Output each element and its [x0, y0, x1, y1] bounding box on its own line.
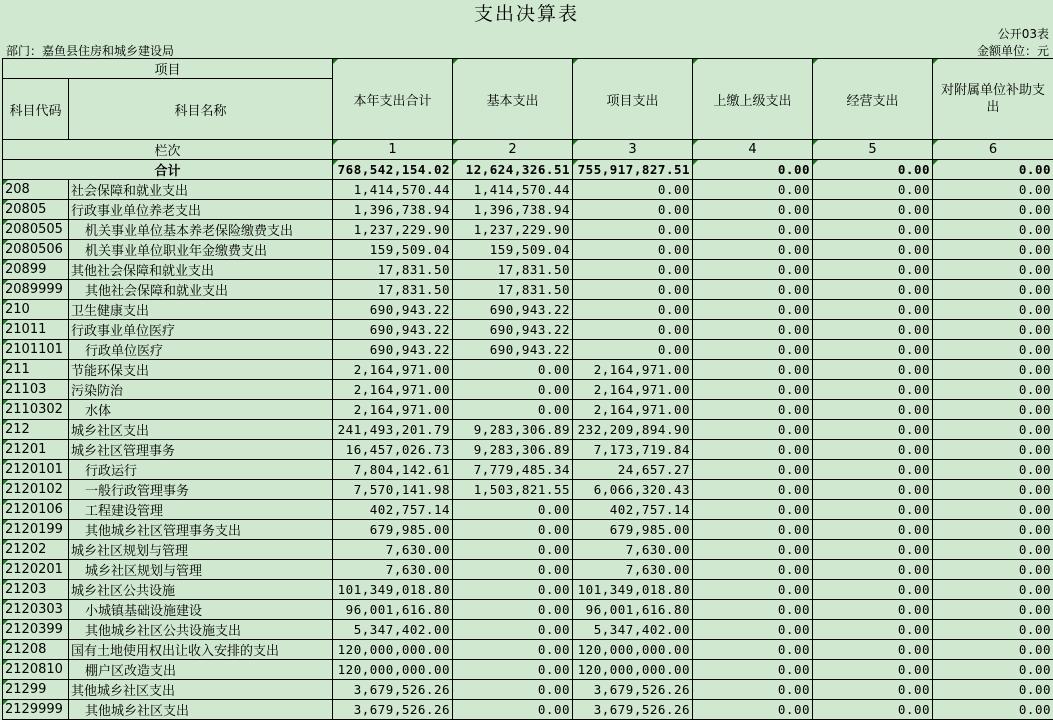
amount-cell[interactable]: 2,164,971.00 — [573, 380, 693, 400]
amount-cell[interactable]: 0.00 — [573, 220, 693, 240]
subject-code-cell[interactable]: 210 — [3, 300, 69, 320]
amount-cell[interactable]: 0.00 — [933, 700, 1053, 720]
table-row — [3, 240, 1053, 260]
amount-cell[interactable]: 0.00 — [573, 300, 693, 320]
amount-cell[interactable]: 0.00 — [573, 240, 693, 260]
amount-cell[interactable]: 0.00 — [693, 700, 813, 720]
amount-cell[interactable]: 0.00 — [813, 520, 933, 540]
total-cell[interactable]: 0.00 — [693, 160, 813, 180]
amount-cell[interactable]: 96,001,616.80 — [573, 600, 693, 620]
subject-name-cell[interactable]: 国有土地使用权出让收入安排的支出 — [69, 640, 333, 660]
amount-cell[interactable]: 0.00 — [573, 280, 693, 300]
total-cell[interactable]: 0.00 — [933, 160, 1053, 180]
table-row — [3, 480, 1053, 500]
amount-cell[interactable]: 0.00 — [813, 480, 933, 500]
table-row — [3, 320, 1053, 340]
subject-code-cell[interactable]: 20899 — [3, 260, 69, 280]
total-cell[interactable]: 12,624,326.51 — [453, 160, 573, 180]
amount-cell[interactable]: 0.00 — [933, 380, 1053, 400]
table-row — [3, 560, 1053, 580]
amount-cell[interactable]: 0.00 — [933, 360, 1053, 380]
subject-name-cell[interactable]: 其他城乡社区管理事务支出 — [69, 520, 333, 540]
total-label[interactable]: 合计 — [3, 160, 333, 180]
total-cell[interactable]: 755,917,827.51 — [573, 160, 693, 180]
amount-cell[interactable]: 1,414,570.44 — [333, 180, 453, 200]
amount-cell[interactable]: 3,679,526.26 — [333, 680, 453, 700]
table-row — [3, 200, 1053, 220]
amount-cell[interactable]: 0.00 — [813, 400, 933, 420]
table-row — [3, 540, 1053, 560]
amount-cell[interactable]: 0.00 — [933, 560, 1053, 580]
index-num[interactable]: 5 — [813, 140, 933, 160]
amount-cell[interactable]: 0.00 — [933, 500, 1053, 520]
subject-name-cell[interactable]: 其他城乡社区公共设施支出 — [69, 620, 333, 640]
subject-name-cell[interactable]: 机关事业单位职业年金缴费支出 — [69, 240, 333, 260]
table-row — [3, 580, 1053, 600]
amount-cell[interactable]: 0.00 — [693, 620, 813, 640]
amount-cell[interactable]: 0.00 — [933, 660, 1053, 680]
header-name[interactable]: 科目名称 — [69, 79, 333, 140]
amount-cell[interactable]: 0.00 — [693, 460, 813, 480]
amount-cell[interactable]: 0.00 — [693, 360, 813, 380]
amount-cell[interactable]: 7,173,719.84 — [573, 440, 693, 460]
amount-cell[interactable]: 2,164,971.00 — [573, 400, 693, 420]
amount-cell[interactable]: 0.00 — [933, 240, 1053, 260]
table-row — [3, 660, 1053, 680]
amount-cell[interactable]: 0.00 — [813, 220, 933, 240]
amount-cell[interactable]: 9,283,306.89 — [453, 420, 573, 440]
amount-cell[interactable]: 690,943.22 — [333, 340, 453, 360]
amount-cell[interactable]: 0.00 — [933, 200, 1053, 220]
amount-cell[interactable]: 120,000,000.00 — [573, 660, 693, 680]
subject-code-cell[interactable]: 21203 — [3, 580, 69, 600]
subject-code-cell[interactable]: 208 — [3, 180, 69, 200]
amount-cell[interactable]: 0.00 — [813, 600, 933, 620]
amount-cell[interactable]: 0.00 — [813, 700, 933, 720]
subject-code-cell[interactable]: 2089999 — [3, 280, 69, 300]
table-row — [3, 180, 1053, 200]
amount-cell[interactable]: 679,985.00 — [333, 520, 453, 540]
amount-cell[interactable]: 0.00 — [693, 680, 813, 700]
table-row — [3, 640, 1053, 660]
amount-cell[interactable]: 0.00 — [813, 320, 933, 340]
expenditure-table — [2, 58, 1053, 720]
subject-name-cell[interactable]: 节能环保支出 — [69, 360, 333, 380]
index-row — [3, 140, 1053, 160]
amount-cell[interactable]: 402,757.14 — [333, 500, 453, 520]
amount-cell[interactable]: 0.00 — [693, 500, 813, 520]
subject-name-cell[interactable]: 城乡社区支出 — [69, 420, 333, 440]
amount-cell[interactable]: 2,164,971.00 — [573, 360, 693, 380]
amount-cell[interactable]: 0.00 — [693, 580, 813, 600]
subject-code-cell[interactable]: 21201 — [3, 440, 69, 460]
subject-name-cell[interactable]: 其他城乡社区支出 — [69, 680, 333, 700]
subject-code-cell[interactable]: 2120201 — [3, 560, 69, 580]
header-item[interactable]: 项目 — [3, 59, 333, 79]
amount-cell[interactable]: 0.00 — [933, 340, 1053, 360]
index-num[interactable]: 4 — [693, 140, 813, 160]
amount-cell[interactable]: 0.00 — [573, 260, 693, 280]
amount-cell[interactable]: 0.00 — [813, 180, 933, 200]
subject-name-cell[interactable]: 其他社会保障和就业支出 — [69, 280, 333, 300]
amount-cell[interactable]: 0.00 — [453, 540, 573, 560]
amount-cell[interactable]: 0.00 — [813, 280, 933, 300]
amount-cell[interactable]: 24,657.27 — [573, 460, 693, 480]
table-row — [3, 420, 1053, 440]
amount-cell[interactable]: 0.00 — [933, 260, 1053, 280]
amount-cell[interactable]: 0.00 — [693, 200, 813, 220]
amount-cell[interactable]: 0.00 — [453, 680, 573, 700]
amount-cell[interactable]: 0.00 — [933, 680, 1053, 700]
amount-cell[interactable]: 0.00 — [933, 460, 1053, 480]
amount-cell[interactable]: 0.00 — [693, 320, 813, 340]
amount-cell[interactable]: 120,000,000.00 — [333, 660, 453, 680]
amount-cell[interactable]: 0.00 — [933, 220, 1053, 240]
amount-cell[interactable]: 7,630.00 — [573, 560, 693, 580]
amount-cell[interactable]: 17,831.50 — [453, 280, 573, 300]
header-total-expenditure[interactable]: 本年支出合计 — [333, 59, 453, 140]
amount-cell[interactable]: 7,630.00 — [333, 540, 453, 560]
amount-cell[interactable]: 0.00 — [693, 280, 813, 300]
subject-name-cell[interactable]: 行政事业单位医疗 — [69, 320, 333, 340]
department-label: 部门：嘉鱼县住房和城乡建设局 — [6, 42, 174, 59]
subject-code-cell[interactable]: 21103 — [3, 380, 69, 400]
subject-name-cell[interactable]: 小城镇基础设施建设 — [69, 600, 333, 620]
amount-cell[interactable]: 0.00 — [813, 660, 933, 680]
subject-code-cell[interactable]: 211 — [3, 360, 69, 380]
amount-cell[interactable]: 0.00 — [813, 360, 933, 380]
subject-name-cell[interactable]: 水体 — [69, 400, 333, 420]
amount-cell[interactable]: 0.00 — [453, 580, 573, 600]
table-row — [3, 360, 1053, 380]
table-row — [3, 380, 1053, 400]
amount-cell[interactable]: 0.00 — [933, 540, 1053, 560]
amount-cell[interactable]: 0.00 — [933, 620, 1053, 640]
amount-cell[interactable]: 0.00 — [693, 240, 813, 260]
amount-cell[interactable]: 17,831.50 — [453, 260, 573, 280]
amount-cell[interactable]: 0.00 — [813, 300, 933, 320]
amount-cell[interactable]: 0.00 — [813, 200, 933, 220]
page-title: 支出决算表 — [0, 0, 1053, 28]
index-num[interactable]: 6 — [933, 140, 1053, 160]
amount-cell[interactable]: 0.00 — [453, 520, 573, 540]
subject-code-cell[interactable]: 21011 — [3, 320, 69, 340]
amount-cell[interactable]: 6,066,320.43 — [573, 480, 693, 500]
amount-cell[interactable]: 0.00 — [813, 380, 933, 400]
amount-cell[interactable]: 0.00 — [693, 380, 813, 400]
amount-cell[interactable]: 0.00 — [813, 540, 933, 560]
amount-cell[interactable]: 0.00 — [813, 560, 933, 580]
amount-cell[interactable]: 17,831.50 — [333, 280, 453, 300]
subject-code-cell[interactable]: 2129999 — [3, 700, 69, 720]
subject-name-cell[interactable]: 行政事业单位养老支出 — [69, 200, 333, 220]
amount-cell[interactable]: 7,804,142.61 — [333, 460, 453, 480]
amount-cell[interactable]: 1,414,570.44 — [453, 180, 573, 200]
amount-cell[interactable]: 0.00 — [453, 700, 573, 720]
amount-cell[interactable]: 0.00 — [693, 400, 813, 420]
amount-cell[interactable]: 0.00 — [573, 180, 693, 200]
subject-name-cell[interactable]: 行政单位医疗 — [69, 340, 333, 360]
subject-code-cell[interactable]: 2110302 — [3, 400, 69, 420]
unit-label: 金额单位：元 — [977, 42, 1049, 59]
subject-code-cell[interactable]: 2080505 — [3, 220, 69, 240]
amount-cell[interactable]: 0.00 — [453, 380, 573, 400]
amount-cell[interactable]: 0.00 — [573, 340, 693, 360]
subject-code-cell[interactable]: 2080506 — [3, 240, 69, 260]
table-row — [3, 600, 1053, 620]
amount-cell[interactable]: 0.00 — [693, 340, 813, 360]
amount-cell[interactable]: 0.00 — [933, 420, 1053, 440]
subject-code-cell[interactable]: 20805 — [3, 200, 69, 220]
amount-cell[interactable]: 9,283,306.89 — [453, 440, 573, 460]
amount-cell[interactable]: 1,396,738.94 — [453, 200, 573, 220]
amount-cell[interactable]: 0.00 — [933, 180, 1053, 200]
amount-cell[interactable]: 3,679,526.26 — [333, 700, 453, 720]
table-row — [3, 520, 1053, 540]
table-row — [3, 300, 1053, 320]
subject-code-cell[interactable]: 21208 — [3, 640, 69, 660]
subject-name-cell[interactable]: 城乡社区公共设施 — [69, 580, 333, 600]
table-row — [3, 260, 1053, 280]
amount-cell[interactable]: 0.00 — [933, 600, 1053, 620]
amount-cell[interactable]: 1,396,738.94 — [333, 200, 453, 220]
amount-cell[interactable]: 0.00 — [573, 200, 693, 220]
amount-cell[interactable]: 0.00 — [813, 440, 933, 460]
table-row — [3, 460, 1053, 480]
amount-cell[interactable]: 5,347,402.00 — [573, 620, 693, 640]
table-row — [3, 500, 1053, 520]
subject-code-cell[interactable]: 2120810 — [3, 660, 69, 680]
amount-cell[interactable]: 0.00 — [933, 580, 1053, 600]
amount-cell[interactable]: 0.00 — [453, 640, 573, 660]
amount-cell[interactable]: 0.00 — [693, 660, 813, 680]
amount-cell[interactable]: 0.00 — [453, 360, 573, 380]
subject-name-cell[interactable]: 卫生健康支出 — [69, 300, 333, 320]
index-num[interactable]: 3 — [573, 140, 693, 160]
subject-name-cell[interactable]: 行政运行 — [69, 460, 333, 480]
subject-code-cell[interactable]: 2120102 — [3, 480, 69, 500]
header-project-expenditure[interactable]: 项目支出 — [573, 59, 693, 140]
amount-cell[interactable]: 0.00 — [693, 180, 813, 200]
amount-cell[interactable]: 101,349,018.80 — [333, 580, 453, 600]
amount-cell[interactable]: 120,000,000.00 — [333, 640, 453, 660]
amount-cell[interactable]: 0.00 — [933, 480, 1053, 500]
amount-cell[interactable]: 7,779,485.34 — [453, 460, 573, 480]
amount-cell[interactable]: 0.00 — [453, 400, 573, 420]
amount-cell[interactable]: 0.00 — [693, 300, 813, 320]
amount-cell[interactable]: 0.00 — [813, 500, 933, 520]
subject-name-cell[interactable]: 工程建设管理 — [69, 500, 333, 520]
amount-cell[interactable]: 0.00 — [453, 620, 573, 640]
amount-cell[interactable]: 16,457,026.73 — [333, 440, 453, 460]
amount-cell[interactable]: 690,943.22 — [453, 300, 573, 320]
subject-code-cell[interactable]: 2120101 — [3, 460, 69, 480]
subject-name-cell[interactable]: 城乡社区规划与管理 — [69, 540, 333, 560]
amount-cell[interactable]: 0.00 — [813, 620, 933, 640]
subject-name-cell[interactable]: 城乡社区管理事务 — [69, 440, 333, 460]
amount-cell[interactable]: 0.00 — [813, 420, 933, 440]
amount-cell[interactable]: 7,630.00 — [333, 560, 453, 580]
amount-cell[interactable]: 0.00 — [693, 640, 813, 660]
subject-name-cell[interactable]: 社会保障和就业支出 — [69, 180, 333, 200]
amount-cell[interactable]: 17,831.50 — [333, 260, 453, 280]
amount-cell[interactable]: 0.00 — [933, 300, 1053, 320]
amount-cell[interactable]: 0.00 — [453, 500, 573, 520]
index-num[interactable]: 1 — [333, 140, 453, 160]
amount-cell[interactable]: 0.00 — [453, 600, 573, 620]
amount-cell[interactable]: 0.00 — [933, 280, 1053, 300]
amount-cell[interactable]: 2,164,971.00 — [333, 360, 453, 380]
amount-cell[interactable]: 690,943.22 — [453, 340, 573, 360]
table-row — [3, 700, 1053, 720]
amount-cell[interactable]: 0.00 — [453, 660, 573, 680]
index-num[interactable]: 2 — [453, 140, 573, 160]
subject-code-cell[interactable]: 21299 — [3, 680, 69, 700]
amount-cell[interactable]: 0.00 — [813, 580, 933, 600]
subject-code-cell[interactable]: 2101101 — [3, 340, 69, 360]
amount-cell[interactable]: 5,347,402.00 — [333, 620, 453, 640]
subject-code-cell[interactable]: 2120399 — [3, 620, 69, 640]
index-label[interactable]: 栏次 — [3, 140, 333, 160]
amount-cell[interactable]: 0.00 — [813, 340, 933, 360]
table-row — [3, 340, 1053, 360]
total-cell[interactable]: 768,542,154.02 — [333, 160, 453, 180]
form-code: 公开03表 — [998, 25, 1049, 42]
amount-cell[interactable]: 159,509.04 — [333, 240, 453, 260]
subject-name-cell[interactable]: 污染防治 — [69, 380, 333, 400]
amount-cell[interactable]: 0.00 — [693, 420, 813, 440]
subject-code-cell[interactable]: 2120303 — [3, 600, 69, 620]
amount-cell[interactable]: 1,237,229.90 — [333, 220, 453, 240]
subject-code-cell[interactable]: 2120199 — [3, 520, 69, 540]
amount-cell[interactable]: 2,164,971.00 — [333, 380, 453, 400]
amount-cell[interactable]: 690,943.22 — [333, 320, 453, 340]
header-remit-superior[interactable]: 上缴上级支出 — [693, 59, 813, 140]
amount-cell[interactable]: 0.00 — [933, 440, 1053, 460]
table-row — [3, 220, 1053, 240]
amount-cell[interactable]: 0.00 — [693, 220, 813, 240]
table-row — [3, 680, 1053, 700]
total-cell[interactable]: 0.00 — [813, 160, 933, 180]
amount-cell[interactable]: 0.00 — [693, 540, 813, 560]
amount-cell[interactable]: 0.00 — [453, 560, 573, 580]
amount-cell[interactable]: 690,943.22 — [333, 300, 453, 320]
amount-cell[interactable]: 3,679,526.26 — [573, 680, 693, 700]
amount-cell[interactable]: 120,000,000.00 — [573, 640, 693, 660]
header-operating-expenditure[interactable]: 经营支出 — [813, 59, 933, 140]
amount-cell[interactable]: 0.00 — [693, 560, 813, 580]
amount-cell[interactable]: 0.00 — [933, 640, 1053, 660]
amount-cell[interactable]: 2,164,971.00 — [333, 400, 453, 420]
table-row — [3, 280, 1053, 300]
amount-cell[interactable]: 1,237,229.90 — [453, 220, 573, 240]
header-code[interactable]: 科目代码 — [3, 79, 69, 140]
amount-cell[interactable]: 232,209,894.90 — [573, 420, 693, 440]
amount-cell[interactable]: 0.00 — [693, 480, 813, 500]
amount-cell[interactable]: 241,493,201.79 — [333, 420, 453, 440]
amount-cell[interactable]: 0.00 — [573, 320, 693, 340]
subject-name-cell[interactable]: 城乡社区规划与管理 — [69, 560, 333, 580]
subject-name-cell[interactable]: 棚户区改造支出 — [69, 660, 333, 680]
amount-cell[interactable]: 96,001,616.80 — [333, 600, 453, 620]
amount-cell[interactable]: 0.00 — [813, 640, 933, 660]
amount-cell[interactable]: 0.00 — [933, 320, 1053, 340]
table-row — [3, 440, 1053, 460]
header-subsidiary-subsidy[interactable]: 对附属单位补助支出 — [933, 59, 1053, 140]
amount-cell[interactable]: 679,985.00 — [573, 520, 693, 540]
amount-cell[interactable]: 0.00 — [693, 440, 813, 460]
amount-cell[interactable]: 0.00 — [693, 260, 813, 280]
amount-cell[interactable]: 0.00 — [813, 680, 933, 700]
subject-code-cell[interactable]: 212 — [3, 420, 69, 440]
table-row — [3, 620, 1053, 640]
table-row — [3, 400, 1053, 420]
subject-name-cell[interactable]: 机关事业单位基本养老保险缴费支出 — [69, 220, 333, 240]
subject-name-cell[interactable]: 其他社会保障和就业支出 — [69, 260, 333, 280]
amount-cell[interactable]: 7,570,141.98 — [333, 480, 453, 500]
amount-cell[interactable]: 1,503,821.55 — [453, 480, 573, 500]
amount-cell[interactable]: 159,509.04 — [453, 240, 573, 260]
amount-cell[interactable]: 0.00 — [693, 520, 813, 540]
amount-cell[interactable]: 0.00 — [933, 520, 1053, 540]
header-basic-expenditure[interactable]: 基本支出 — [453, 59, 573, 140]
subject-code-cell[interactable]: 21202 — [3, 540, 69, 560]
subject-name-cell[interactable]: 其他城乡社区支出 — [69, 700, 333, 720]
subject-code-cell[interactable]: 2120106 — [3, 500, 69, 520]
total-row — [3, 160, 1053, 180]
amount-cell[interactable]: 0.00 — [813, 460, 933, 480]
subject-name-cell[interactable]: 一般行政管理事务 — [69, 480, 333, 500]
amount-cell[interactable]: 0.00 — [933, 400, 1053, 420]
amount-cell[interactable]: 0.00 — [813, 260, 933, 280]
amount-cell[interactable]: 101,349,018.80 — [573, 580, 693, 600]
amount-cell[interactable]: 690,943.22 — [453, 320, 573, 340]
amount-cell[interactable]: 7,630.00 — [573, 540, 693, 560]
amount-cell[interactable]: 0.00 — [813, 240, 933, 260]
amount-cell[interactable]: 0.00 — [693, 600, 813, 620]
amount-cell[interactable]: 3,679,526.26 — [573, 700, 693, 720]
amount-cell[interactable]: 402,757.14 — [573, 500, 693, 520]
